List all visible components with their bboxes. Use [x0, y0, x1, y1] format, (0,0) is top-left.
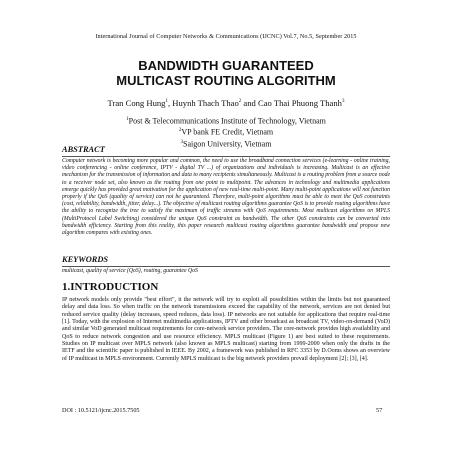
title-line-1: BANDWIDTH GUARANTEED: [138, 58, 314, 73]
affiliation: $^1$Post & Telecommunications Institute of Technology, Vietnam: [126, 116, 326, 126]
affiliations: [0, 115, 452, 149]
page-number: 57: [376, 407, 383, 414]
author-mark: 1: [165, 99, 168, 105]
abstract-top-rule: [62, 156, 390, 157]
keywords-rule: [62, 266, 390, 267]
doi-footer: DOI : 10.5121/ijcnc.2015.7505: [62, 407, 140, 414]
keywords-text: multicast, quality of service (QoS), routing, guarantee QoS: [62, 268, 198, 274]
affiliation: $^2$VP bank FE Credit, Vietnam: [178, 127, 274, 137]
author-separator: ,: [167, 98, 173, 108]
paper-title: [0, 58, 452, 88]
keywords-heading: KEYWORDS: [62, 255, 109, 264]
author-mark: 3: [341, 99, 345, 105]
journal-header: International Journal of Computer Networks & Communications (IJCNC) Vol.7, No.5, September 2015: [95, 33, 357, 40]
affiliation: $^3$Saigon University, Vietnam: [180, 139, 272, 149]
author-name: Tran Cong Hung: [107, 98, 166, 108]
author-list: [0, 98, 452, 108]
affiliation-mark: 1: [126, 117, 129, 122]
author-mark: 2: [238, 99, 242, 105]
abstract-heading: ABSTRACT: [62, 145, 105, 154]
abstract-text: Computer network is becoming more popular and common, the need to use the broadband connection services (e-learning - online training, video conferencing - online conference, IPTV - digital TV ...) of organizations and individuals is increasing. Multicast is an effective mechanism for the transmission of information and data to many recipients simultaneously. Multicast is a routing problem from a source node to a receiver node set, also known as the routing from one point to multipoint. The advances in technology and multimedia applications emerge quickly has provided great motivation for the application of new real-time multi-point. Many multi-point applications will not function properly if the QoS (quality of service) can not be guaranteed. Therefore, multi-point algorithms must be able to meet the QoS constraints (cost, reliability, bandwidth, jitter, delay...). The objective of multicast routing algorithms guarantee QoS is to provide routing algorithms have the ability to recognize the tree to satisfy the maximum of traffic streams with QoS requirements. Most multicast algorithms on MPLS (MultiProtocol Label Switching) considered the unique QoS constraint as bandwidth. The other QoS constraints can be converted into bandwidth efficiency. Starting from this reality, this paper research multicast routing algorithms guarantee bandwidth and propose new algorithm compares with existing ones.: [62, 158, 390, 237]
author-name: Cao Thai Phuong Thanh: [258, 98, 342, 108]
author-name: Huynh Thach Thao: [172, 98, 239, 108]
affiliation-mark: 3: [180, 139, 184, 145]
introduction-text: IP network models only provide "best effort", it the network will try to exploit all possibilities within the limits but not guaranteed delay and data loss. So when traffic on the network transmissions exceed the capability of the network, services are not denied but reduced service quality (delay increases, speed reduces, data loss). IP networks are not suitable for applications that require real-time [1]. Today, with the explosion of Internet multimedia applications, IPTV and other broadcast as broadcast TV, video-on-demand (VoD) and similar VoD generated multicast requirements for core-network service providers. The core-network provides high availability and QoS to reduce network congestion and use resource efficiency. MPLS multicast (Figure 1) are best suited to these requirements. Studies on IP multicast over MPLS network (also known as MPLS multicast) starting from 1999-2000 when only the drafts in the IETF and the scientific paper is published in IEEE. By 2002, a framework was published in RFC 3353 by D.Ooms shows an overview of IP multicast in MPLS environment. Currently MPLS multicast is the big network providers prevail deployment [2]; [3], [4].: [62, 297, 390, 362]
title-line-2: MULTICAST ROUTING ALGORITHM: [116, 73, 336, 88]
affiliation-mark: 2: [178, 128, 182, 134]
author-separator: and: [241, 98, 258, 108]
introduction-heading: 1.INTRODUCTION: [62, 281, 159, 293]
